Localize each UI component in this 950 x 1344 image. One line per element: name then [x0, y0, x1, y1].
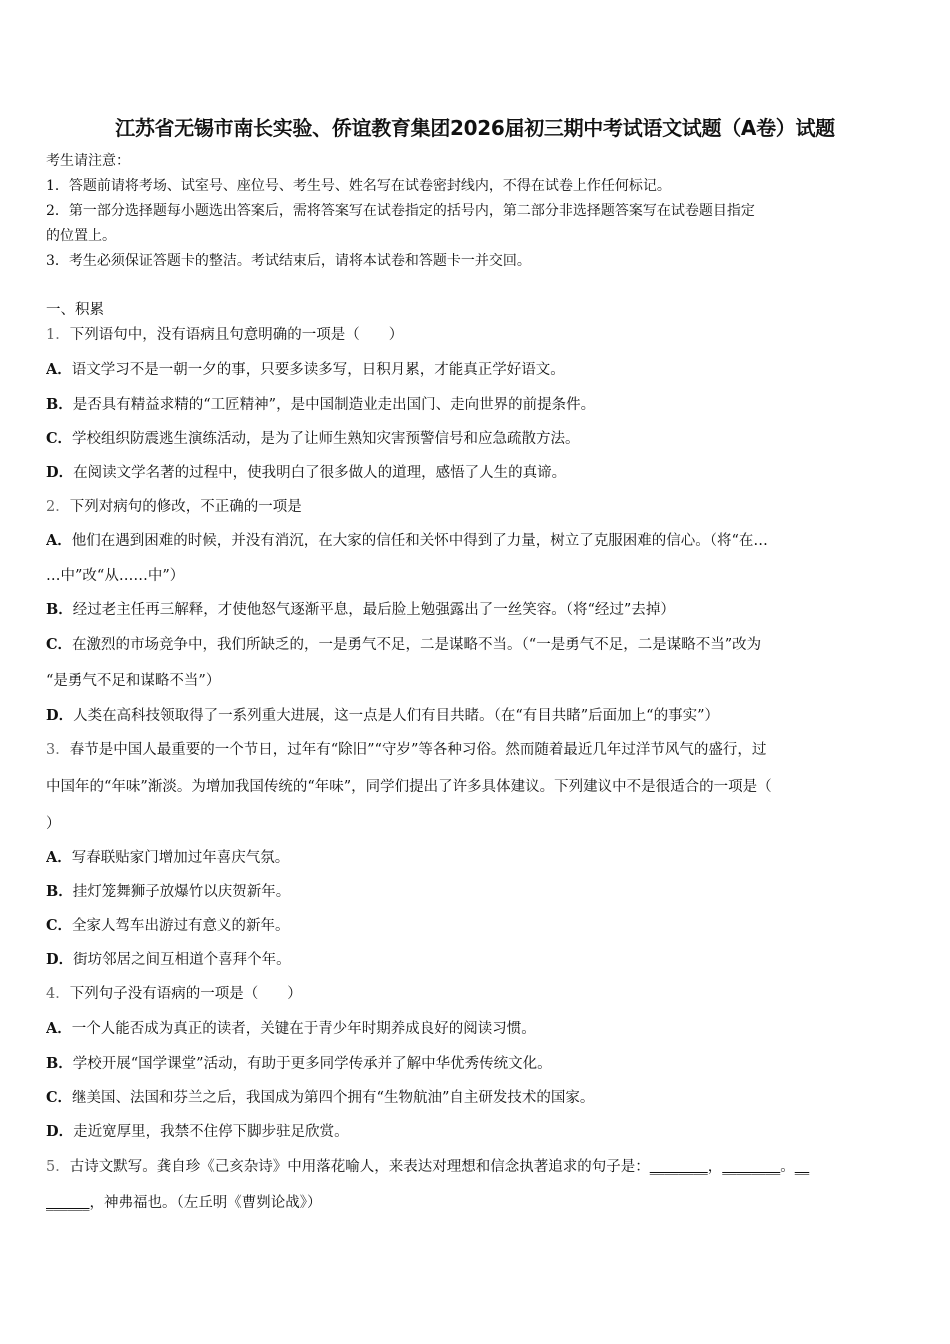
option-text: 一个人能否成为真正的读者，关键在于青少年时期养成良好的阅读习惯。 [71, 1021, 536, 1037]
answer-option [46, 848, 908, 868]
answer-option [46, 635, 908, 655]
question-stem [46, 740, 908, 760]
question-number: 4． [46, 986, 70, 1002]
option-text: 走近宽厚里，我禁不住停下脚步驻足欣赏。 [73, 1124, 349, 1140]
answer-option [46, 1088, 908, 1108]
option-text: 学校组织防震逃生演练活动，是为了让师生熟知灾害预警信号和应急疏散方法。 [72, 431, 580, 447]
option-label: A． [46, 361, 72, 378]
question-text: ，神弗福也。（左丘明《曹刿论战》） [89, 1195, 322, 1211]
answer-option [46, 463, 908, 483]
option-text: 写春联贴家门增加过年喜庆气氛。 [71, 850, 290, 866]
question-stem [46, 325, 908, 345]
question-stem [46, 984, 908, 1004]
option-text: 街坊邻居之间互相道个喜拜个年。 [73, 952, 291, 968]
option-label: C． [46, 1089, 73, 1106]
option-text: 人类在高科技领取得了一系列重大进展，这一点是人们有目共睹。（在“有目共睹”后面加上“的事实”） [73, 708, 719, 724]
option-text: 在阅读文学名著的过程中，使我明白了很多做人的道理，感悟了人生的真谛。 [73, 465, 567, 481]
answer-blank[interactable]: ______ [46, 1195, 90, 1211]
question-text-continued: ） [46, 816, 61, 832]
separator: 。 [780, 1159, 795, 1175]
question-stem [46, 1157, 908, 1177]
option-text: 继美国、法国和芬兰之后，我国成为第四个拥有“生物航油”自主研发技术的国家。 [72, 1090, 595, 1106]
answer-option [46, 429, 908, 449]
question-number: 2． [46, 499, 70, 515]
option-label: D． [46, 951, 74, 968]
answer-option [46, 706, 908, 726]
question-text: 下列对病句的修改，不正确的一项是 [69, 499, 302, 515]
option-label: D． [46, 707, 74, 724]
answer-option [46, 1054, 908, 1074]
option-label: D． [46, 1123, 74, 1140]
answer-blank[interactable]: __ [794, 1159, 810, 1175]
page-title: 江苏省无锡市南长实验、侨谊教育集团2026届初三期中考试语文试题（A卷）试题 [115, 116, 835, 140]
option-label: B． [46, 1055, 73, 1072]
answer-option [46, 600, 908, 620]
question-text-continued [46, 1193, 908, 1213]
option-text: 挂灯笼舞狮子放爆竹以庆贺新年。 [72, 884, 291, 900]
answer-option [46, 916, 908, 936]
option-text: 学校开展“国学课堂”活动，有助于更多同学传承并了解中华优秀传统文化。 [72, 1056, 552, 1072]
notice-item: 2．第一部分选择题每小题选出答案后，需将答案写在试卷指定的括号内，第二部分非选择题答案写在试卷题目指定 [46, 203, 755, 219]
answer-option [46, 882, 908, 902]
answer-option [46, 531, 908, 551]
question-number: 3． [46, 742, 70, 758]
answer-option [46, 360, 908, 380]
question-text: 古诗文默写。龚自珍《己亥杂诗》中用落花喻人，来表达对理想和信念执著追求的句子是： [69, 1159, 650, 1175]
option-label: B． [46, 883, 73, 900]
option-label: C． [46, 430, 73, 447]
answer-option [46, 1019, 908, 1039]
option-text: 是否具有精益求精的“工匠精神”，是中国制造业走出国门、走向世界的前提条件。 [72, 397, 596, 413]
option-label: C． [46, 636, 73, 653]
option-label: B． [46, 601, 73, 618]
question-stem [46, 497, 908, 517]
option-continuation: “是勇气不足和谋略不当”） [46, 673, 221, 689]
option-label: C． [46, 917, 73, 934]
section-heading: 一、积累 [46, 302, 104, 318]
question-text-continued: 中国年的“年味”渐淡。为增加我国传统的“年味”，同学们提出了许多具体建议。下列建议中不是很适合的一项是（ [46, 779, 772, 795]
answer-blank[interactable]: ________ [722, 1159, 781, 1175]
option-text: 他们在遇到困难的时候，并没有消沉，在大家的信任和关怀中得到了力量，树立了克服困难的信心。（将“在… [71, 533, 768, 549]
question-text: 下列语句中，没有语病且句意明确的一项是（ ） [69, 327, 404, 343]
notice-heading: 考生请注意： [46, 153, 130, 169]
question-number: 5． [46, 1159, 70, 1175]
question-text: 春节是中国人最重要的一个节日，过年有“除旧”“守岁”等各种习俗。然而随着最近几年过洋节风气的盛行，过 [69, 742, 767, 758]
question-text: 下列句子没有语病的一项是（ ） [69, 986, 302, 1002]
option-label: A． [46, 1020, 72, 1037]
answer-option [46, 395, 908, 415]
question-number: 1． [46, 327, 70, 343]
answer-option [46, 1122, 908, 1142]
notice-item: 1．答题前请将考场、试室号、座位号、考生号、姓名写在试卷密封线内，不得在试卷上作任何标记。 [46, 178, 671, 194]
option-text: 全家人驾车出游过有意义的新年。 [72, 918, 290, 934]
option-continuation: …中”改“从……中”） [46, 568, 185, 584]
option-text: 经过老主任再三解释，才使他怒气逐渐平息，最后脸上勉强露出了一丝笑容。（将“经过”去掉） [72, 602, 675, 618]
option-label: A． [46, 532, 72, 549]
separator: ， [707, 1159, 723, 1175]
option-label: A． [46, 849, 72, 866]
option-label: B． [46, 396, 73, 413]
notice-item: 的位置上。 [46, 228, 116, 244]
option-label: D． [46, 464, 74, 481]
notice-item: 3．考生必须保证答题卡的整洁。考试结束后，请将本试卷和答题卡一并交回。 [46, 253, 531, 269]
answer-blank[interactable]: ________ [649, 1159, 708, 1175]
answer-option [46, 950, 908, 970]
option-text: 在激烈的市场竞争中，我们所缺乏的，一是勇气不足，二是谋略不当。（“一是勇气不足，二是谋略不当”改为 [72, 637, 762, 653]
option-text: 语文学习不是一朝一夕的事，只要多读多写，日积月累，才能真正学好语文。 [71, 362, 565, 378]
